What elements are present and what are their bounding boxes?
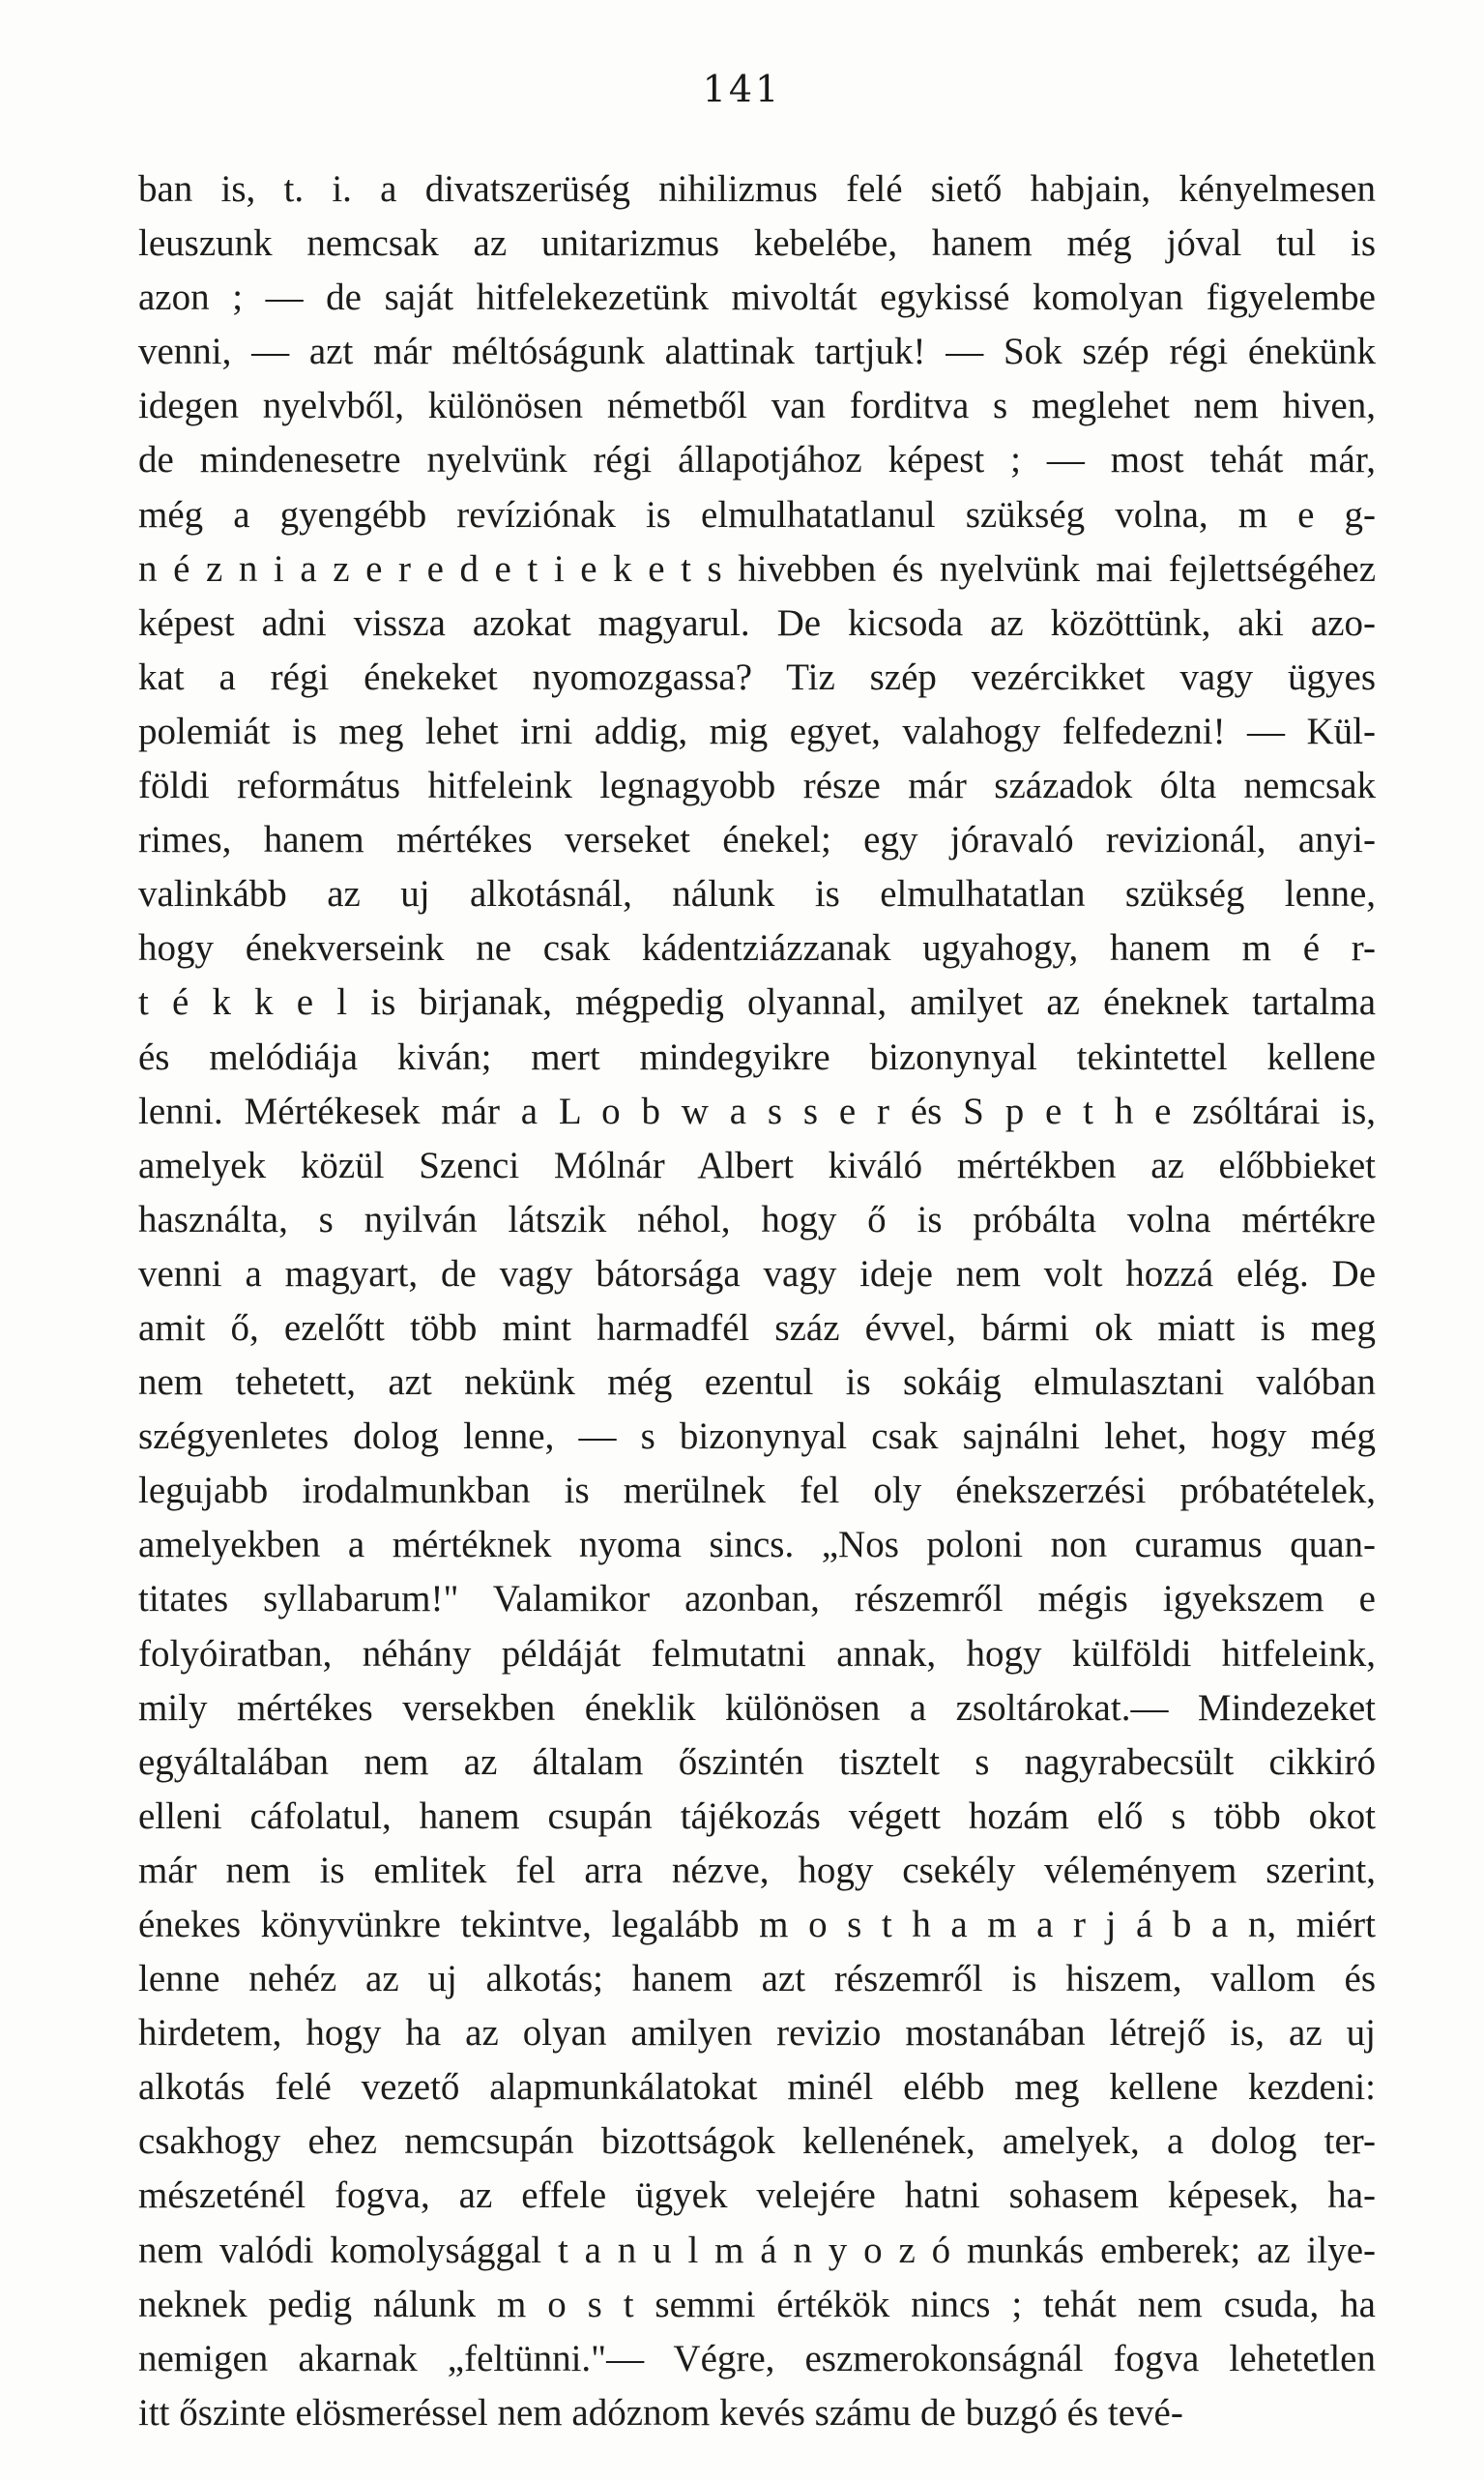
text-line: még a gyengébb revíziónak is elmulhatatlanul szükség volna, m e g- — [138, 493, 1376, 536]
text-line: nem valódi komolysággal t a n u l m á n y o z ó munkás emberek; az ilye- — [138, 2229, 1376, 2271]
text-line: venni, — azt már méltóságunk alattinak tartjuk! — Sok szép régi énekünk — [138, 331, 1376, 373]
text-line: használta, s nyilván látszik néhol, hogy ő is próbálta volna mértékre — [138, 1198, 1376, 1240]
text-line: földi református hitfeleink legnagyobb része már századok ólta nemcsak — [138, 765, 1376, 807]
text-line: venni a magyart, de vagy bátorsága vagy ideje nem volt hozzá elég. De — [138, 1252, 1376, 1295]
text-line: lenni. Mértékesek már a L o b w a s s e r és S p e t h e zsóltárai is, — [138, 1090, 1376, 1132]
text-line: amelyekben a mértéknek nyoma sincs. „Nos poloni non curamus quan- — [138, 1524, 1376, 1566]
text-line: amelyek közül Szenci Mólnár Albert kiváló mértékben az előbbieket — [138, 1144, 1376, 1186]
text-line: folyóiratban, néhány példáját felmutatni annak, hogy külföldi hitfeleink, — [138, 1632, 1376, 1675]
text-line: már nem is emlitek fel arra nézve, hogy csekély véleményem szerint, — [138, 1849, 1376, 1891]
text-line: rimes, hanem mértékes verseket énekel; egy jóravaló revizionál, anyi- — [138, 819, 1376, 861]
text-line: hirdetem, hogy ha az olyan amilyen revizio mostanában létrejő is, az uj — [138, 2012, 1376, 2055]
text-line: nem tehetett, azt nekünk még ezentul is sokáig elmulasztani valóban — [138, 1361, 1376, 1404]
text-line: t é k k e l is birjanak, mégpedig olyannal, amilyet az éneknek tartalma — [138, 981, 1376, 1024]
text-line: polemiát is meg lehet irni addig, mig egyet, valahogy felfedezni! — Kül- — [138, 710, 1376, 752]
text-line: szégyenletes dolog lenne, — s bizonynyal csak sajnálni lehet, hogy még — [138, 1415, 1376, 1458]
text-line: és melódiája kiván; mert mindegyikre bizonynyal tekintettel kellene — [138, 1036, 1376, 1078]
page-number: 141 — [702, 68, 782, 110]
text-line: leuszunk nemcsak az unitarizmus kebelébe, hanem még jóval tul is — [138, 222, 1376, 265]
text-line: idegen nyelvből, különösen németből van forditva s meglehet nem hiven, — [138, 385, 1376, 427]
text-line: énekes könyvünkre tekintve, legalább m o s t h a m a r j á b a n, miért — [138, 1904, 1376, 1945]
text-line: mészeténél fogva, az effele ügyek velejére hatni sohasem képesek, ha- — [138, 2174, 1376, 2217]
text-line: n é z n i a z e r e d e t i e k e t s hivebben és nyelvünk mai fejlettségéhez — [138, 547, 1376, 590]
text-line: mily mértékes versekben éneklik különösen a zsoltárokat.— Mindezeket — [138, 1686, 1376, 1729]
text-line: elleni cáfolatul, hanem csupán tájékozás végett hozám elő s több okot — [138, 1794, 1376, 1837]
text-line: neknek pedig nálunk m o s t semmi értékök nincs ; tehát nem csuda, ha — [138, 2283, 1376, 2325]
text-line: azon ; — de saját hitfelekezetünk mivoltát egykissé komolyan figyelembe — [138, 277, 1376, 319]
text-line: ban is, t. i. a divatszerüség nihilizmus felé siető habjain, kényelmesen — [138, 168, 1376, 210]
text-line: titates syllabarum!" Valamikor azonban, részemről mégis igyekszem e — [138, 1578, 1376, 1620]
text-line: nemigen akarnak „feltünni."— Végre, eszmerokonságnál fogva lehetetlen — [138, 2337, 1376, 2379]
text-line: alkotás felé vezető alapmunkálatokat minél elébb meg kellene kezdeni: — [138, 2066, 1376, 2109]
text-line: kat a régi énekeket nyomozgassa? Tiz szép vezércikket vagy ügyes — [138, 656, 1376, 698]
text-line: de mindenesetre nyelvünk régi állapotjához képest ; — most tehát már, — [138, 439, 1376, 481]
text-line: egyáltalában nem az általam őszintén tisztelt s nagyrabecsült cikkiró — [138, 1740, 1376, 1783]
text-line: valinkább az uj alkotásnál, nálunk is elmulhatatlan szükség lenne, — [138, 873, 1376, 916]
text-line: amit ő, ezelőtt több mint harmadfél száz évvel, bármi ok miatt is meg — [138, 1306, 1376, 1349]
body-text — [138, 162, 1376, 2440]
text-line: lenne nehéz az uj alkotás; hanem azt részemről is hiszem, vallom és — [138, 1958, 1376, 2000]
text-line: legujabb irodalmunkban is merülnek fel oly énekszerzési próbatételek, — [138, 1470, 1376, 1512]
text-line: itt őszinte elösmeréssel nem adóznom kevés számu de buzgó és tevé- — [138, 2391, 1183, 2434]
text-line: képest adni vissza azokat magyarul. De kicsoda az közöttünk, aki azo- — [138, 601, 1376, 644]
text-line: hogy énekverseink ne csak kádentziázzanak ugyahogy, hanem m é r- — [138, 927, 1376, 970]
text-line: csakhogy ehez nemcsupán bizottságok kellenének, amelyek, a dolog ter- — [138, 2120, 1376, 2163]
